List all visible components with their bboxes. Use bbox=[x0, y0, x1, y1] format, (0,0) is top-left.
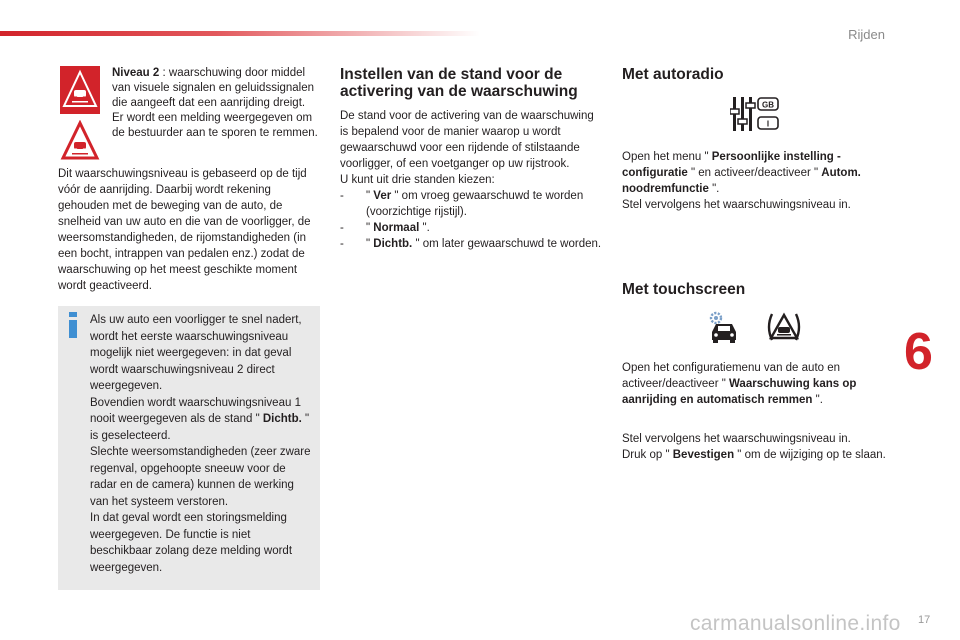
touch-confirm-label: Bevestigen bbox=[672, 449, 735, 461]
level2-block bbox=[58, 66, 320, 162]
mode-option-far-label: Ver bbox=[373, 190, 392, 202]
mode-option-quote: " bbox=[366, 238, 374, 250]
touch-confirm-pre: Druk op " bbox=[622, 449, 673, 461]
note-text-2b: Dichtb. bbox=[262, 413, 302, 425]
touch-confirm-post: " om de wijziging op te slaan. bbox=[734, 449, 886, 461]
touchscreen-instructions-3 bbox=[622, 447, 887, 463]
level2-description-2: Er wordt een melding weergegeven om de bestuurder aan te sporen te remmen. bbox=[112, 112, 318, 139]
warning-outline-icon bbox=[60, 120, 100, 162]
mode-option-normal-label: Normaal bbox=[373, 222, 420, 234]
radio-text-mid: " en activeer/deactiveer " bbox=[687, 167, 822, 179]
radio-settings-icon bbox=[730, 95, 780, 135]
radio-instructions bbox=[622, 149, 887, 197]
mode-option-normal bbox=[340, 220, 605, 236]
mode-option-near bbox=[340, 236, 605, 252]
radio-text-pre: Open het menu " bbox=[622, 151, 712, 163]
info-icon bbox=[65, 312, 81, 338]
mode-option-quote: " bbox=[366, 190, 374, 202]
level2-description: : waarschuwing door middel van visuele signalen en geluidssignalen die aangeeft dat een aanrijding dreigt. bbox=[112, 67, 315, 109]
warning-filled-icon bbox=[60, 66, 100, 114]
middle-column bbox=[340, 66, 605, 252]
section-title: Rijden bbox=[848, 27, 885, 42]
mode-option-quote: " bbox=[366, 222, 374, 234]
touchscreen-instructions bbox=[622, 360, 887, 408]
left-column bbox=[58, 66, 320, 590]
mode-option-far-text: " om vroeg gewaarschuwd te worden (voorzichtige rijstijl). bbox=[366, 190, 584, 218]
mode-option-near-text: " om later gewaarschuwd te worden. bbox=[412, 238, 602, 250]
level2-text bbox=[112, 66, 320, 162]
radio-instructions-2: Stel vervolgens het waarschuwingsniveau in. bbox=[622, 199, 851, 211]
touch-text-post: ". bbox=[812, 394, 823, 406]
header-accent-bar bbox=[0, 31, 480, 36]
radio-menu-name: Persoonlijke instelling - configuratie bbox=[622, 151, 841, 179]
watermark: carmanualsonline.info bbox=[690, 612, 901, 635]
warning-level-paragraph: Dit waarschuwingsniveau is gebaseerd op de tijd vóór de aanrijding. Daarbij wordt rekening gehouden met de beweging van de auto, de snelheid van uw auto en die van de voorligger, de weersomstandigheden, de rijomstandigheden (in een bocht, intrappen van pedalen enz.) zodat de waarschuwing op het meest geschikte moment wordt geactiveerd. bbox=[58, 168, 311, 292]
touchscreen-title: Met touchscreen bbox=[622, 281, 746, 298]
car-settings-icon bbox=[706, 310, 742, 344]
mode-option-near-label: Dichtb. bbox=[373, 238, 413, 250]
note-text-2a: Bovendien wordt waarschuwingsniveau 1 nooit weergegeven als de stand " bbox=[90, 396, 301, 425]
radio-function-name: Autom. noodremfunctie bbox=[622, 167, 861, 195]
touchscreen-icon-row bbox=[622, 310, 887, 344]
note-text-4: In dat geval wordt een storingsmelding weergegeven. De functie is niet beschikbaar zolang deze melding wordt weergegeven. bbox=[90, 512, 293, 574]
radio-icon-row bbox=[622, 95, 887, 135]
info-note bbox=[58, 306, 320, 590]
activation-mode-title: Instellen van de stand voor de activering van de waarschuwing bbox=[340, 66, 578, 100]
mode-option-normal-text: ". bbox=[419, 222, 430, 234]
radio-text-post: ". bbox=[708, 183, 720, 195]
mode-option-far bbox=[340, 188, 605, 220]
mode-options-list bbox=[340, 188, 605, 252]
touchscreen-instructions-2: Stel vervolgens het waarschuwingsniveau in. bbox=[622, 433, 851, 445]
radio-title: Met autoradio bbox=[622, 66, 724, 83]
collision-warning-icon bbox=[764, 310, 804, 344]
radio-icon-i-label: I bbox=[766, 119, 769, 129]
right-column bbox=[622, 66, 887, 463]
chapter-number: 6 bbox=[904, 323, 933, 381]
note-text-3: Slechte weersomstandigheden (zeer zware regenval, opgehoopte sneeuw voor de radar en de camera) kunnen de werking van het systeem verstoren. bbox=[90, 446, 311, 508]
touch-function-name: Waarschuwing kans op aanrijding en automatisch remmen bbox=[622, 378, 857, 406]
touch-text-pre: Open het configuratiemenu van de auto en activeer/deactiveer " bbox=[622, 362, 841, 390]
level2-icons bbox=[58, 66, 112, 162]
note-text-1: Als uw auto een voorligger te snel nadert, wordt het eerste waarschuwingsniveau mogelijk niet weergegeven: in dat geval wordt waarschuwingsniveau 2 direct weergegeven. bbox=[90, 314, 302, 392]
note-text-2c: " is geselecteerd. bbox=[90, 413, 310, 442]
level2-label: Niveau 2 bbox=[112, 67, 160, 79]
radio-icon-gb-label: GB bbox=[761, 100, 774, 110]
activation-mode-intro: De stand voor de activering van de waarschuwing is bepalend voor de manier waarop u wordt gewaarschuwd voor een rijdende of stilstaande voorligger, of een voetganger op uw rijstrook. bbox=[340, 110, 594, 170]
activation-mode-intro-2: U kunt uit drie standen kiezen: bbox=[340, 174, 495, 186]
page-number: 17 bbox=[918, 614, 931, 626]
